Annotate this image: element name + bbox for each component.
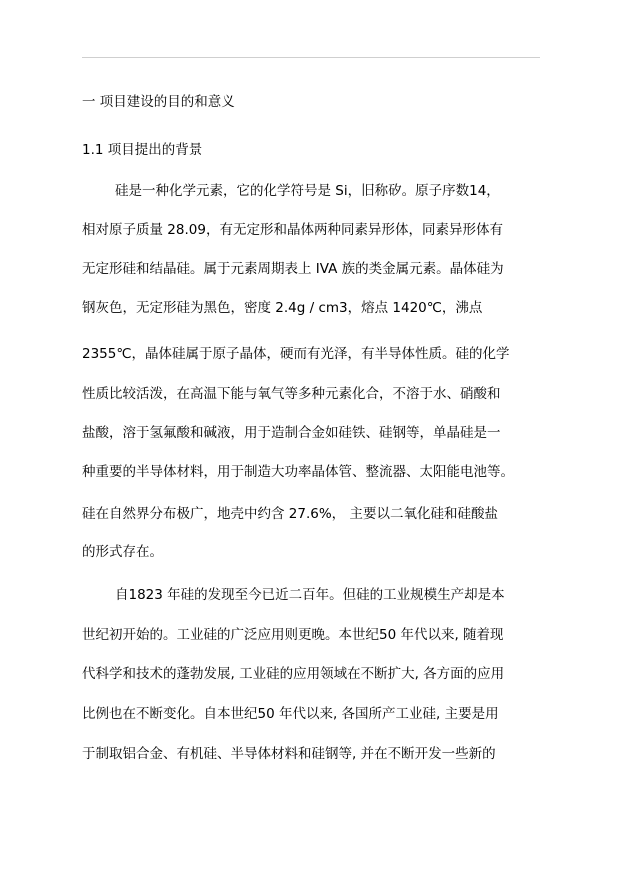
- paragraph-line: 盐酸，溶于氢氟酸和碱液，用于造制合金如硅铁、硅钢等，单晶硅是一: [82, 425, 501, 441]
- paragraph-line: 2355℃，晶体硅属于原子晶体，硬而有光泽，有半导体性质。硅的化学: [82, 346, 510, 362]
- paragraph-line: 的形式存在。: [82, 544, 163, 560]
- paragraph-line: 性质比较活泼，在高温下能与氧气等多种元素化合，不溶于水、硝酸和: [82, 386, 501, 402]
- paragraph-line: 无定形硅和结晶硅。属于元素周期表上 IVA 族的类金属元素。晶体硅为: [82, 261, 504, 277]
- paragraph-line: 比例也在不断变化。自本世纪50 年代以来, 各国所产工业硅, 主要是用: [82, 706, 499, 722]
- section-heading: 一 项目建设的目的和意义: [82, 94, 235, 110]
- paragraph-line: 硅是一种化学元素，它的化学符号是 Si，旧称矽。原子序数14，: [115, 183, 500, 199]
- paragraph-line: 代科学和技术的蓬勃发展, 工业硅的应用领域在不断扩大, 各方面的应用: [82, 666, 505, 682]
- paragraph-line: 世纪初开始的。工业硅的广泛应用则更晚。本世纪50 年代以来, 随着现: [82, 627, 504, 643]
- paragraph-line: 自1823 年硅的发现至今已近二百年。但硅的工业规模生产却是本: [115, 587, 505, 603]
- paragraph-line: 相对原子质量 28.09，有无定形和晶体两种同素异形体，同素异形体有: [82, 222, 503, 238]
- header-rule: [82, 57, 540, 58]
- paragraph-line: 种重要的半导体材料，用于制造大功率晶体管、整流器、太阳能电池等。: [82, 464, 514, 480]
- paragraph-line: 于制取铝合金、有机硅、半导体材料和硅钢等, 并在不断开发一些新的: [82, 746, 496, 762]
- paragraph-line: 硅在自然界分布极广，地壳中约含 27.6%， 主要以二氧化硅和硅酸盐: [82, 506, 498, 522]
- subsection-heading: 1.1 项目提出的背景: [82, 142, 203, 158]
- paragraph-line: 钢灰色，无定形硅为黑色，密度 2.4g / cm3，熔点 1420℃，沸点: [82, 300, 483, 316]
